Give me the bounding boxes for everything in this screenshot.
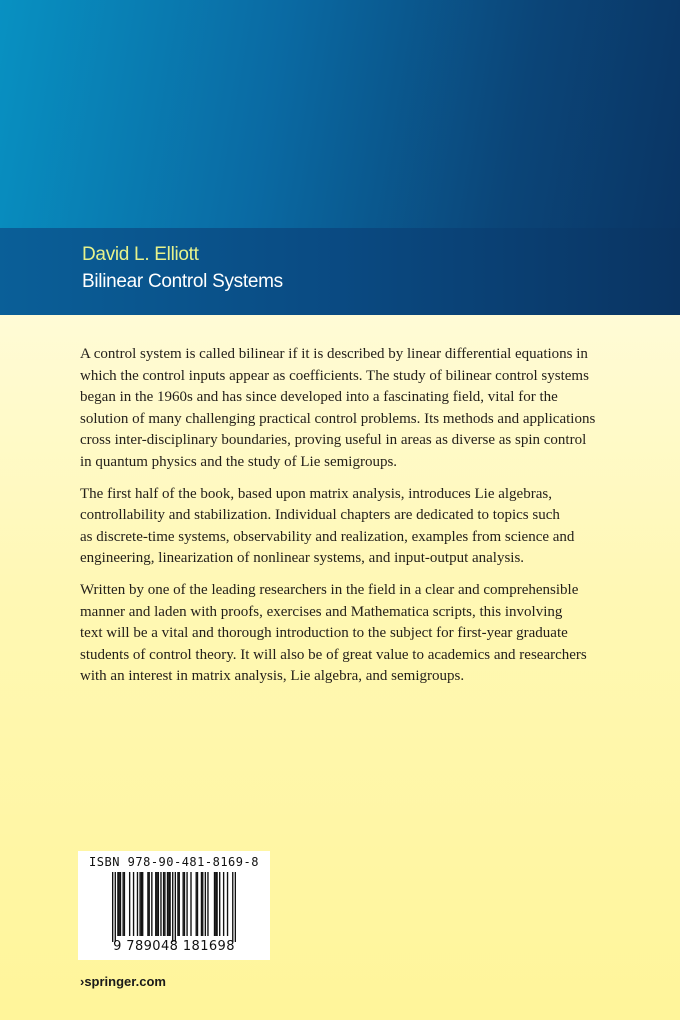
barcode-bar [147,872,148,936]
barcode-bar [117,872,118,936]
paragraph-line: began in the 1960s and has since developed into a fascinating field, vital for the [80,389,558,406]
author-name: David L. Elliott [82,244,199,265]
barcode-bar [235,872,236,942]
isbn-barcode [78,851,270,960]
barcode-bar [196,872,197,936]
barcode-bar [133,872,134,936]
barcode-bar [151,872,152,936]
paragraph-line: text will be a vital and thorough introduction to the subject for first-year graduate [80,625,568,642]
barcode-bar [232,872,233,942]
barcode-bar [182,872,183,936]
paragraph-line: students of control theory. It will also be of great value to academics and researchers [80,646,587,663]
barcode-bar [163,872,164,936]
barcode-bar [216,872,217,936]
barcode-bar [124,872,125,936]
barcode-bar [158,872,159,936]
cover-top-gradient [0,0,680,228]
barcode-bar [164,872,165,936]
barcode-bar [169,872,170,936]
paragraph-line: cross inter-disciplinary boundaries, proving useful in areas as diverse as spin control [80,432,587,449]
barcode-bar [168,872,169,936]
barcode-bar [137,872,138,936]
paragraph-line: Written by one of the leading researchers in the field in a clear and comprehensible [80,581,579,598]
barcode-bar [190,872,191,936]
description-paragraph [80,580,640,688]
description-paragraph [80,484,640,570]
paragraph-line: The first half of the book, based upon matrix analysis, introduces Lie algebras, [80,485,552,502]
paragraph-line: engineering, linearization of nonlinear systems, and input-output analysis. [80,550,525,567]
isbn-label: ISBN 978-90-481-8169-8 [89,855,259,869]
book-title: Bilinear Control Systems [82,271,283,292]
barcode-bar [197,872,198,936]
barcode-bar [139,872,140,936]
barcode-bar [112,872,113,942]
barcode-bar [214,872,215,936]
barcode-bar [227,872,228,936]
barcode-bar [202,872,203,936]
barcode-bar [120,872,121,936]
book-description [80,344,640,698]
description-paragraph [80,344,640,474]
barcode-bar [215,872,216,936]
barcode-bar [119,872,120,936]
paragraph-line: which the control inputs appear as coefficients. The study of bilinear control systems [80,367,589,384]
barcode-bar [160,872,161,936]
barcode-bar [179,872,180,936]
barcode-bar [156,872,157,936]
barcode-bars [112,872,236,942]
barcode-bar [186,872,187,936]
paragraph-line: solution of many challenging practical control problems. Its methods and applications [80,410,596,427]
barcode-bar [184,872,185,936]
paragraph-line: controllability and stabilization. Individual chapters are dedicated to topics such [80,507,560,524]
barcode-bar [141,872,142,936]
paragraph-line: in quantum physics and the study of Lie semigroups. [80,453,398,470]
barcode-bar [219,872,220,936]
barcode-bar [177,872,178,936]
paragraph-line: as discrete-time systems, observability and realization, examples from science and [80,528,575,545]
barcode-bar [142,872,143,936]
barcode-bar [149,872,150,936]
barcode-bar [223,872,224,936]
barcode-bar [167,872,168,936]
barcode-bar [115,872,116,942]
publisher-link[interactable]: ›springer.com [80,974,166,989]
barcode-bar [207,872,208,936]
paragraph-line: manner and laden with proofs, exercises and Mathematica scripts, this involving [80,603,563,620]
barcode-bar [172,872,173,942]
barcode-bar [201,872,202,936]
barcode-bar [155,872,156,936]
barcode-digits: 9 789048 181698 [113,939,235,954]
paragraph-line: A control system is called bilinear if it is described by linear differential equations in [80,346,588,362]
barcode-bar [122,872,123,936]
barcode-bar [129,872,130,936]
paragraph-line: with an interest in matrix analysis, Lie algebra, and semigroups. [80,668,465,685]
barcode-bar [175,872,176,942]
barcode-bar [205,872,206,936]
